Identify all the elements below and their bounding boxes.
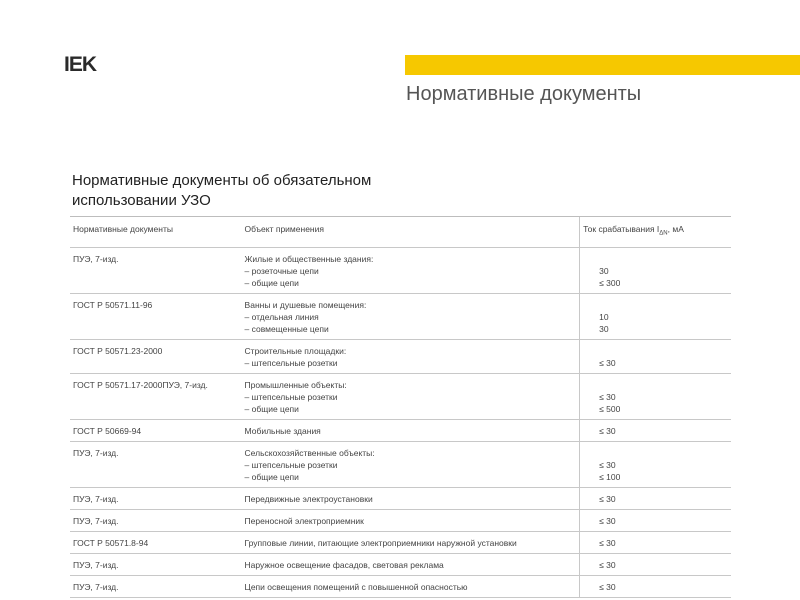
header-current-subscript: ΔN	[659, 230, 668, 237]
object-line: – штепсельные розетки	[244, 357, 338, 368]
object-line: – отдельная линия	[244, 311, 319, 322]
row-object	[242, 487, 580, 509]
table-row	[70, 373, 731, 419]
object-line: Жилые и общественные здания:	[244, 253, 374, 264]
current-value: ≤ 30	[599, 357, 616, 368]
current-value: ≤ 30	[599, 493, 616, 504]
row-object	[242, 553, 580, 575]
current-value: ≤ 30	[599, 459, 616, 470]
row-document: ГОСТ Р 50571.17-2000ПУЭ, 7-изд.	[70, 373, 242, 419]
row-current	[580, 575, 731, 597]
table-row	[70, 441, 731, 487]
row-object	[242, 531, 580, 553]
iek-logo: IEK	[64, 53, 97, 76]
header-current	[580, 217, 731, 248]
table-row	[70, 487, 731, 509]
header-current-unit: , мА	[667, 224, 684, 234]
object-line: – розеточные цепи	[244, 265, 319, 276]
row-object	[242, 373, 580, 419]
slide-title: Нормативные документы	[406, 83, 642, 105]
object-line: Переносной электроприемник	[244, 515, 364, 526]
object-line: Строительные площадки:	[244, 345, 347, 356]
object-line: Промышленные объекты:	[244, 379, 347, 390]
table-row	[70, 531, 731, 553]
object-line: Цепи освещения помещений с повышенной опасностью	[244, 581, 468, 592]
table-row	[70, 509, 731, 531]
table-row	[70, 339, 731, 373]
current-value: ≤ 30	[599, 391, 616, 402]
table-row	[70, 247, 731, 293]
header-docs: Нормативные документы	[70, 217, 242, 248]
header-object: Объект применения	[242, 217, 580, 248]
table-body	[70, 247, 731, 597]
current-value: ≤ 30	[599, 537, 616, 548]
current-value: ≤ 300	[599, 277, 621, 288]
current-value: ≤ 30	[599, 581, 616, 592]
row-document: ПУЭ, 7-изд.	[70, 575, 242, 597]
row-document: ПУЭ, 7-изд.	[70, 487, 242, 509]
row-current	[580, 373, 731, 419]
row-current	[580, 339, 731, 373]
row-current	[580, 531, 731, 553]
row-document: ГОСТ Р 50571.11-96	[70, 293, 242, 339]
current-value: 30	[599, 265, 609, 276]
row-object	[242, 575, 580, 597]
table-row	[70, 575, 731, 597]
row-current	[580, 441, 731, 487]
object-line: Передвижные электроустановки	[244, 493, 373, 504]
row-object	[242, 293, 580, 339]
current-value: 30	[599, 323, 609, 334]
object-line: Мобильные здания	[244, 425, 321, 436]
row-document: ПУЭ, 7-изд.	[70, 247, 242, 293]
table-row	[70, 419, 731, 441]
object-line: – общие цепи	[244, 471, 299, 482]
current-value: ≤ 30	[599, 425, 616, 436]
row-current	[580, 509, 731, 531]
current-value	[583, 299, 728, 311]
row-current	[580, 487, 731, 509]
row-current	[580, 419, 731, 441]
current-value: ≤ 30	[599, 559, 616, 570]
row-current	[580, 247, 731, 293]
row-document: ПУЭ, 7-изд.	[70, 553, 242, 575]
object-line: – совмещенные цепи	[244, 323, 329, 334]
row-object	[242, 419, 580, 441]
object-line: – штепсельные розетки	[244, 391, 338, 402]
row-object	[242, 509, 580, 531]
row-current	[580, 293, 731, 339]
row-object	[242, 339, 580, 373]
row-document: ГОСТ Р 50669-94	[70, 419, 242, 441]
object-line: – общие цепи	[244, 277, 299, 288]
table-header-row	[70, 217, 731, 248]
row-object	[242, 247, 580, 293]
object-line: – общие цепи	[244, 403, 299, 414]
norms-table	[70, 216, 731, 598]
current-value	[583, 253, 728, 265]
current-value	[583, 379, 728, 391]
header-current-label: Ток срабатывания I	[583, 224, 660, 234]
object-line: Сельскохозяйственные объекты:	[244, 447, 375, 458]
header-accent-bar	[405, 55, 800, 75]
object-line: Наружное освещение фасадов, световая реклама	[244, 559, 444, 570]
row-object	[242, 441, 580, 487]
object-line: Групповые линии, питающие электроприемники наружной установки	[244, 537, 517, 548]
row-document: ПУЭ, 7-изд.	[70, 441, 242, 487]
current-value	[583, 447, 728, 459]
current-value: 10	[599, 311, 609, 322]
table-row	[70, 293, 731, 339]
object-line: – штепсельные розетки	[244, 459, 338, 470]
object-line: Ванны и душевые помещения:	[244, 299, 367, 310]
table-row	[70, 553, 731, 575]
current-value: ≤ 100	[599, 471, 621, 482]
row-document: ПУЭ, 7-изд.	[70, 509, 242, 531]
current-value: ≤ 30	[599, 515, 616, 526]
current-value	[583, 345, 728, 357]
row-current	[580, 553, 731, 575]
row-document: ГОСТ Р 50571.23-2000	[70, 339, 242, 373]
current-value: ≤ 500	[599, 403, 621, 414]
document-title: Нормативные документы об обязательном использовании УЗО	[72, 172, 372, 209]
row-document: ГОСТ Р 50571.8-94	[70, 531, 242, 553]
